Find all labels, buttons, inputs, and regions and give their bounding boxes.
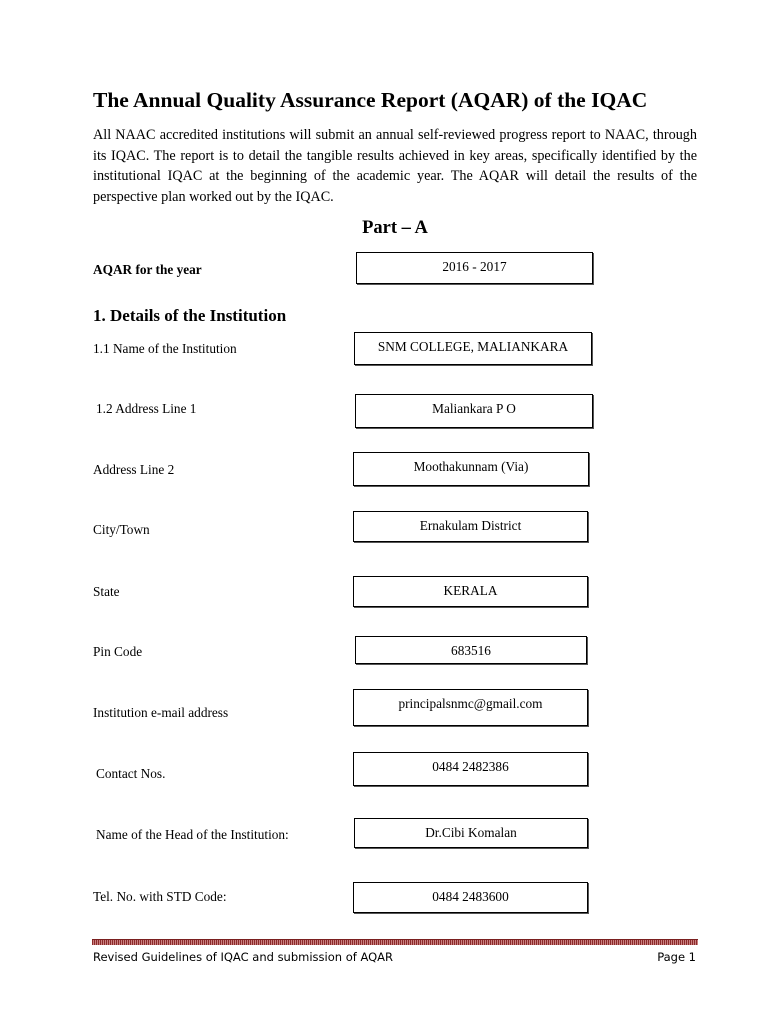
aqar-year-label: AQAR for the year (93, 262, 202, 277)
state-label: State (93, 584, 120, 599)
document-title: The Annual Quality Assurance Report (AQAR) of the IQAC (93, 88, 648, 112)
address-line1-label: 1.2 Address Line 1 (96, 401, 197, 416)
pin-code-label: Pin Code (93, 644, 143, 659)
section-heading-details: 1. Details of the Institution (93, 306, 287, 325)
part-heading-text: Part – A (362, 218, 428, 238)
aqar-year-field[interactable]: 2016 - 2017 (356, 252, 593, 284)
intro-paragraph: All NAAC accredited institutions will submit an annual self-reviewed progress report to NAAC, through its IQAC. The report is to detail the tangible results achieved in key areas, specifically identified by the institutional IQAC at the beginning of the academic year. The AQAR will detail the results of the perspective plan worked out by the IQAC. (93, 127, 697, 205)
footer-divider (92, 939, 698, 945)
email-field[interactable]: principalsnmc@gmail.com (353, 689, 588, 726)
footer-guidelines-text: Revised Guidelines of IQAC and submission of AQAR (93, 950, 394, 964)
address-line2-field[interactable]: Moothakunnam (Via) (353, 452, 589, 486)
pin-code-field[interactable]: 683516 (355, 636, 587, 664)
institution-name-field[interactable]: SNM COLLEGE, MALIANKARA (354, 332, 592, 365)
city-label: City/Town (93, 522, 150, 537)
footer-page-number: Page 1 (657, 950, 696, 964)
institution-name-label: 1.1 Name of the Institution (93, 341, 237, 356)
contact-label: Contact Nos. (96, 766, 166, 781)
head-name-field[interactable]: Dr.Cibi Komalan (354, 818, 588, 848)
tel-label: Tel. No. with STD Code: (93, 889, 227, 904)
head-name-label: Name of the Head of the Institution: (96, 827, 289, 842)
email-label: Institution e-mail address (93, 705, 229, 720)
address-line1-field[interactable]: Maliankara P O (355, 394, 593, 428)
state-field[interactable]: KERALA (353, 576, 588, 607)
contact-field[interactable]: 0484 2482386 (353, 752, 588, 786)
part-heading (0, 218, 770, 239)
address-line2-label: Address Line 2 (93, 462, 175, 477)
city-field[interactable]: Ernakulam District (353, 511, 588, 542)
tel-field[interactable]: 0484 2483600 (353, 882, 588, 913)
